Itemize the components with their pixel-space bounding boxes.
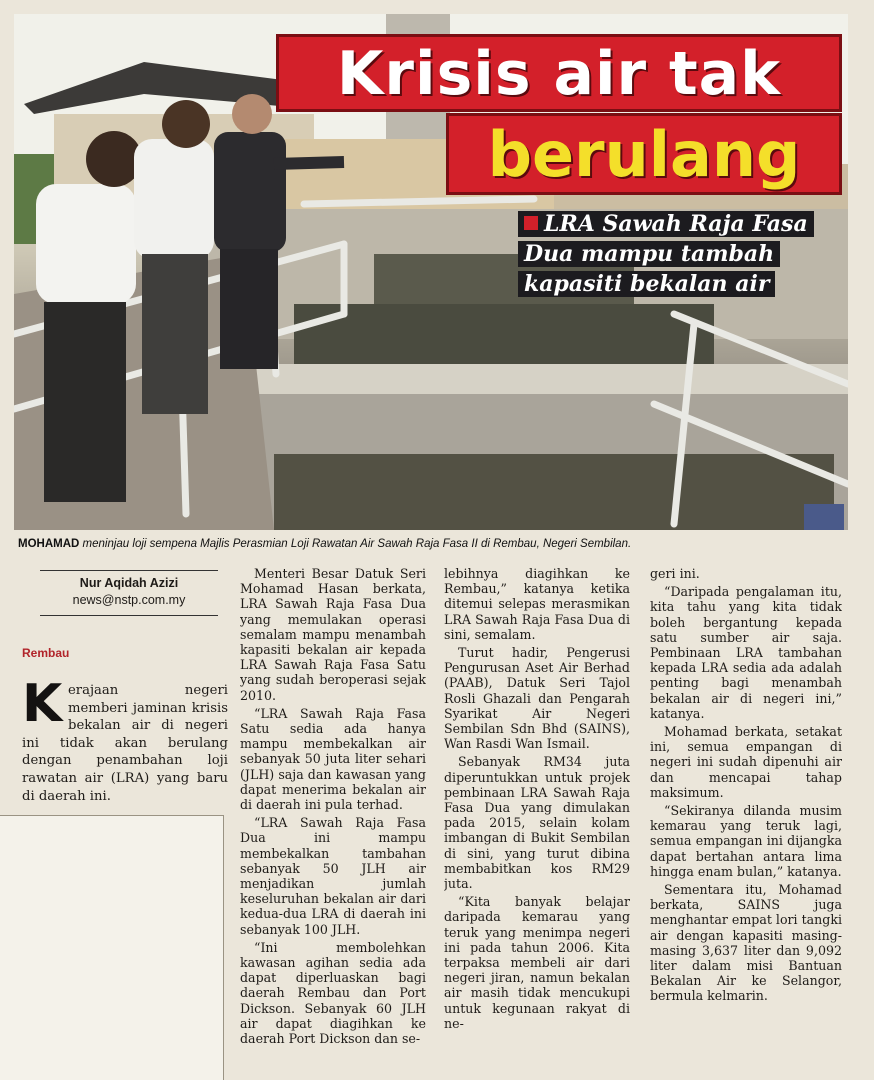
lede-paragraph <box>22 674 228 805</box>
article-column-1 <box>240 566 426 1074</box>
paragraph: “Daripada pengalaman itu, kita tahu yang kita tidak boleh bergantung kepada satu sumber air saja. Pembinaan LRA tambahan kepada LRA sedia ada adalah penting bagi menambah bekalan air di negeri ini,” katanya. <box>650 584 842 721</box>
red-square-bullet-icon <box>524 216 538 230</box>
paragraph: “Kita banyak belajar daripada kemarau yang teruk yang menimpa negeri ini pada tahun 2006. Kita terpaksa membeli air dari negeri jiran, namun bekalan air masih tidak mencukupi untuk kegunaan rakyat di ne- <box>444 894 630 1031</box>
paragraph: “Ini membolehkan kawasan agihan sedia ada dapat diperluaskan bagi daerah Rembau dan Port Dickson. Sebanyak 60 JLH air dapat diagihkan ke daerah Port Dickson dan se- <box>240 939 426 1047</box>
drop-cap: K <box>22 674 63 734</box>
subheadline <box>518 209 818 299</box>
blank-space <box>0 816 223 1080</box>
photo-caption <box>18 538 858 550</box>
paragraph: geri ini. <box>650 566 700 581</box>
paragraph: “LRA Sawah Raja Fasa Dua ini mampu membekalkan tambahan sebanyak 50 JLH air menjadikan jumlah keseluruhan bekalan air dari kedua-dua LRA di daerah ini sebanyak 100 JLH. <box>240 815 426 937</box>
paragraph: “Sekiranya dilanda musim kemarau yang teruk lagi, semua empangan ini dijangka dapat bertahan antara lima hingga enam bulan,” katanya. <box>650 803 842 879</box>
caption-subject: MOHAMAD <box>18 538 80 550</box>
headline-line-2: berulang <box>446 113 842 195</box>
article-column-2 <box>444 566 630 1074</box>
paragraph: Sementara itu, Mohamad berkata, SAINS juga menghantar empat lori tangki air dengan kapasiti masing-masing 3,637 liter dan 9,092 liter dalam misi Bantuan Bekalan Air ke Selangor, bermula kelmarin. <box>650 882 842 1004</box>
subhead-line-1-text: LRA Sawah Raja Fasa <box>544 211 808 237</box>
sidebar-divider-vertical <box>223 815 224 1080</box>
article-column-3 <box>650 566 842 1074</box>
news-photo <box>14 14 848 530</box>
paragraph: “LRA Sawah Raja Fasa Satu sedia ada hanya mampu membekalkan air sebanyak 50 juta liter sehari (JLH) saja dan kawasan yang dapat menerima bekalan air di daerah ini pula terhad. <box>240 705 426 813</box>
caption-text: meninjau loji sempena Majlis Perasmian Loji Rawatan Air Sawah Raja Fasa II di Rembau, Negeri Sembilan. <box>82 538 632 550</box>
paragraph: Turut hadir, Pengerusi Pengurusan Aset Air Berhad (PAAB), Datuk Seri Tajol Rosli Ghazali dan Pengarah Syarikat Air Negeri Sembilan Sdn Bhd (SAINS), Wan Rasdi Wan Ismail. <box>444 645 630 752</box>
lede-text: erajaan negeri memberi jaminan krisis bekalan air di negeri ini tidak akan berulang dengan penambahan loji rawatan air (LRA) yang baru di daerah ini. <box>22 683 228 804</box>
dateline: Rembau <box>22 646 70 660</box>
paragraph: lebihnya diagihkan ke Rembau,” katanya ketika ditemui selepas merasmikan LRA Sawah Raja Fasa Dua di sini, semalam. <box>444 566 630 642</box>
subhead-line-1 <box>518 211 814 237</box>
subhead-line-3: kapasiti bekalan air <box>518 271 775 297</box>
subhead-line-2: Dua mampu tambah <box>518 241 780 267</box>
person-2 <box>134 100 214 414</box>
byline-author: Nur Aqidah Azizi <box>79 576 179 590</box>
paragraph: Menteri Besar Datuk Seri Mohamad Hasan berkata, LRA Sawah Raja Fasa Dua yang memulakan operasi semalam mampu menambah kapasiti bekalan air kepada LRA Sawah Raja Fasa Satu yang sudah beroperasi sejak 2010. <box>240 566 426 703</box>
headline-line-1: Krisis air tak <box>276 34 842 112</box>
paragraph: Mohamad berkata, setakat ini, semua empangan di negeri ini sudah dipenuhi air dan mencapai tahap maksimum. <box>650 724 842 800</box>
paragraph: Sebanyak RM34 juta diperuntukkan untuk projek pembinaan LRA Sawah Raja Fasa Dua yang dimulakan pada 2015, selain kolam imbangan di Bukit Sembilan di sini, yang turut dibina membabitkan kos RM29 juta. <box>444 754 630 892</box>
byline-rule-bottom <box>40 615 218 616</box>
byline-rule-top <box>40 570 218 571</box>
byline-email: news@nstp.com.my <box>72 593 186 607</box>
